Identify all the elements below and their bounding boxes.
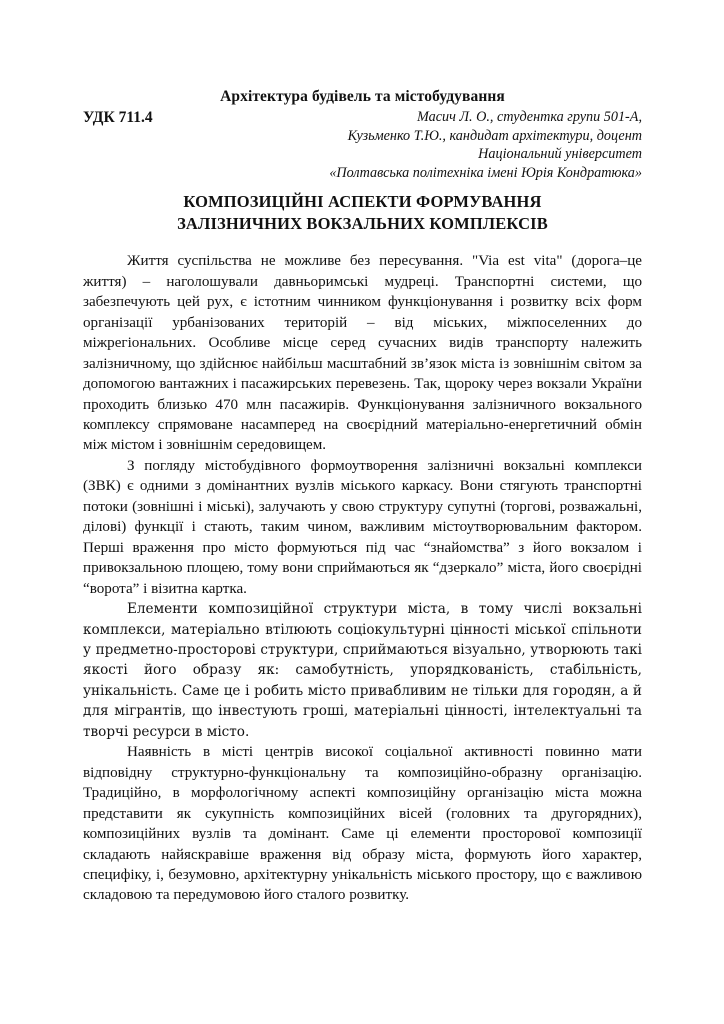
author-line: Кузьменко Т.Ю., кандидат архітектури, доцент bbox=[347, 127, 642, 144]
body-paragraph: Життя суспільства не можливе без пересування. "Via est vita" (дорога–це життя) – наголошували давньоримські мудреці. Транспортні системи, що забезпечують цей рух, є істотним чинником функціонування і розвитку всіх форм організації урбанізованих територій – від міських, міжпоселенних до міжрегіональних. Особливе місце серед сучасних видів транспорту належить залізничному, що здійснює найбільш масштабний зв’язок міста із зовнішнім світом за допомогою вантажних і пасажирських перевезень. Так, щороку через вокзали України проходить близько 470 млн пасажирів. Функціонування залізничного вокзального комплексу спрямоване насамперед на своєрідний матеріально-енергетичний обмін між містом і зовнішнім середовищем. bbox=[83, 253, 642, 454]
article-title-line: КОМПОЗИЦІЙНІ АСПЕКТИ ФОРМУВАННЯ bbox=[183, 192, 542, 212]
author-block bbox=[83, 108, 642, 182]
body-paragraph: Елементи композиційної структури міста, в тому числі вокзальні комплекси, матеріально втілюють соціокультурні цінності міської спільноти у предметно-просторові структури, сприймаються візуально, утворюють такі якості його образу як: самобутність, упорядкованість, стабільність, унікальність. Саме це і робить місто привабливим не тільки для городян, а й для мігрантів, що інвестують гроші, матеріальні цінності, інтелектуальні та творчі ресурси в місто. bbox=[83, 601, 642, 740]
body-paragraph: Наявність в місті центрів високої соціальної активності повинно мати відповідну структурно-функціональну та композиційно-образну організацію. Традиційно, в морфологічному аспекті композиційну організацію міста можна представити як сукупність композиційних вісей (головних та другорядних), композиційних вузлів та домінант. Саме ці елементи просторової композиції складають найяскравіше враження від образу міста, формують його характер, специфіку, і, безумовно, архітектурну унікальність міського простору, що є важливою складовою та передумовою його сталого розвитку. bbox=[83, 744, 642, 904]
affiliation-line: «Полтавська політехніка імені Юрія Кондратюка» bbox=[329, 164, 642, 181]
journal-title: Архітектура будівель та містобудування bbox=[220, 88, 505, 105]
body-paragraph: З погляду містобудівного формоутворення залізничні вокзальні комплекси (ЗВК) є одними з домінантних вузлів міського каркасу. Вони стягують транспортні потоки (зовнішні і міські), залучають у свою структуру супутні (торгові, розважальні, ділові) функції і стають, таким чином, важливим містоутворювальним фактором. Перші враження про місто формуються під час “знайомства” з його вокзалом і привокзальною площею, тому вони сприймаються як “дзеркало” міста, його своєрідні “ворота” і візитна картка. bbox=[83, 457, 642, 597]
affiliation-line: Національний університет bbox=[478, 146, 642, 163]
udk-and-authors-row bbox=[83, 108, 642, 182]
article-title-line: ЗАЛІЗНИЧНИХ ВОКЗАЛЬНИХ КОМПЛЕКСІВ bbox=[177, 213, 548, 233]
article-body bbox=[83, 251, 642, 906]
author-line: Масич Л. О., студентка групи 501-А, bbox=[417, 109, 642, 125]
page-content bbox=[83, 88, 642, 906]
udk-code: УДК 711.4 bbox=[83, 109, 153, 126]
article-title bbox=[83, 191, 642, 234]
